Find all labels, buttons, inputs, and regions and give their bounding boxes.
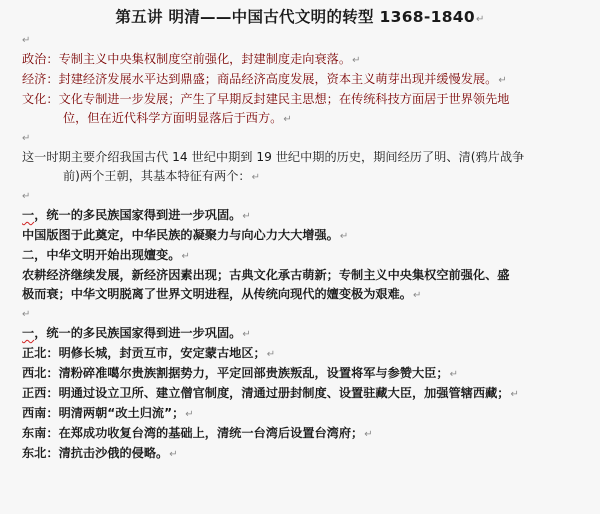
blank-line: ↵	[22, 133, 31, 144]
blank-line: ↵	[22, 309, 31, 320]
culture-line-2: 位，但在近代科学方面明显落后于西方。↵	[63, 111, 292, 125]
politics-label: 政治：	[22, 52, 59, 66]
feature2-detail-1	[22, 266, 578, 285]
intro-text-2: 前)两个王朝，其基本特征有两个：	[63, 169, 251, 183]
region-label: 西南：	[22, 406, 59, 420]
culture-text-2: 位，但在近代科学方面明显落后于西方。	[63, 111, 283, 125]
intro-line-2: 前)两个王朝，其基本特征有两个：↵	[63, 169, 260, 183]
document-title	[22, 3, 578, 31]
region-text: 明通过设立卫所、建立僧官制度，清通过册封制度、设置驻藏大臣，加强管辖西藏；	[58, 386, 510, 400]
feature2-heading-text: 二，中华文明开始出现嬗变。	[22, 248, 181, 262]
title-text: 第五讲 明清——中国古代文明的转型 1368-1840	[115, 8, 475, 26]
region-item: 东北：清抗击沙俄的侵略。↵	[22, 446, 178, 460]
region-label: 东南：	[22, 426, 59, 440]
politics-text: 专制主义中央集权制度空前强化，封建制度走向衰落。	[58, 52, 352, 66]
feature2-detail-text-1: 农耕经济继续发展，新经济因素出现；古典文化承古萌新；专制主义中央集权空前强化、盛	[22, 268, 510, 282]
feature2-detail-2: 极而衰；中华文明脱离了世界文明进程，从传统向现代的嬗变极为艰难。↵	[22, 287, 422, 301]
feature1-detail-text: 中国版图于此奠定，中华民族的凝聚力与向心力大大增强。	[22, 228, 339, 242]
feature1-detail: 中国版图于此奠定，中华民族的凝聚力与向心力大大增强。↵	[22, 228, 349, 242]
economy-label: 经济：	[22, 72, 59, 86]
region-text: 在郑成功收复台湾的基础上，清统一台湾后设置台湾府；	[58, 426, 364, 440]
region-text: 清粉碎准噶尔贵族割据势力，平定回部贵族叛乱，设置将军与参赞大臣；	[58, 366, 449, 380]
culture-line-1	[22, 90, 578, 109]
blank-line: ↵	[22, 191, 31, 202]
region-text: 明修长城，封贡互市，安定蒙古地区；	[58, 346, 266, 360]
region-label: 西北：	[22, 366, 59, 380]
culture-label: 文化：	[22, 92, 59, 106]
paragraph-mark-icon: ↵	[475, 14, 485, 25]
section-heading: 一，统一的多民族国家得到进一步巩固。↵	[22, 326, 251, 340]
economy-line: 经济：封建经济发展水平达到鼎盛；商品经济高度发展，资本主义萌芽出现并缓慢发展。↵	[22, 72, 507, 86]
economy-text: 封建经济发展水平达到鼎盛；商品经济高度发展，资本主义萌芽出现并缓慢发展。	[58, 72, 498, 86]
intro-line-1	[22, 148, 578, 167]
region-text: 清抗击沙俄的侵略。	[58, 446, 169, 460]
region-text: 明清两朝“改土归流”；	[58, 406, 185, 420]
section-heading-text: ，统一的多民族国家得到进一步巩固。	[34, 326, 242, 340]
region-label: 正西：	[22, 386, 59, 400]
region-item: 正西：明通过设立卫所、建立僧官制度，清通过册封制度、设置驻藏大臣，加强管辖西藏；↵	[22, 386, 519, 400]
feature1-heading-text: ，统一的多民族国家得到进一步巩固。	[34, 208, 242, 222]
section-number: 一	[22, 326, 35, 340]
region-item: 西南：明清两朝“改土归流”；↵	[22, 406, 194, 420]
politics-line: 政治：专制主义中央集权制度空前强化，封建制度走向衰落。↵	[22, 52, 361, 66]
feature2-heading: 二，中华文明开始出现嬗变。↵	[22, 248, 190, 262]
culture-text-1: 文化专制进一步发展；产生了早期反封建民主思想；在传统科技方面居于世界领先地	[58, 92, 510, 106]
region-item: 正北：明修长城，封贡互市，安定蒙古地区；↵	[22, 346, 276, 360]
region-label: 正北：	[22, 346, 59, 360]
region-item: 东南：在郑成功收复台湾的基础上，清统一台湾后设置台湾府；↵	[22, 426, 373, 440]
intro-text-1: 这一时期主要介绍我国古代 14 世纪中期到 19 世纪中期的历史，期间经历了明、清(鸦片战争	[22, 150, 525, 164]
region-item: 西北：清粉碎准噶尔贵族割据势力，平定回部贵族叛乱，设置将军与参赞大臣；↵	[22, 366, 458, 380]
feature1-number: 一	[22, 208, 35, 222]
region-label: 东北：	[22, 446, 59, 460]
feature2-detail-text-2: 极而衰；中华文明脱离了世界文明进程，从传统向现代的嬗变极为艰难。	[22, 287, 412, 301]
feature1-heading: 一，统一的多民族国家得到进一步巩固。↵	[22, 208, 251, 222]
blank-line: ↵	[22, 35, 31, 46]
